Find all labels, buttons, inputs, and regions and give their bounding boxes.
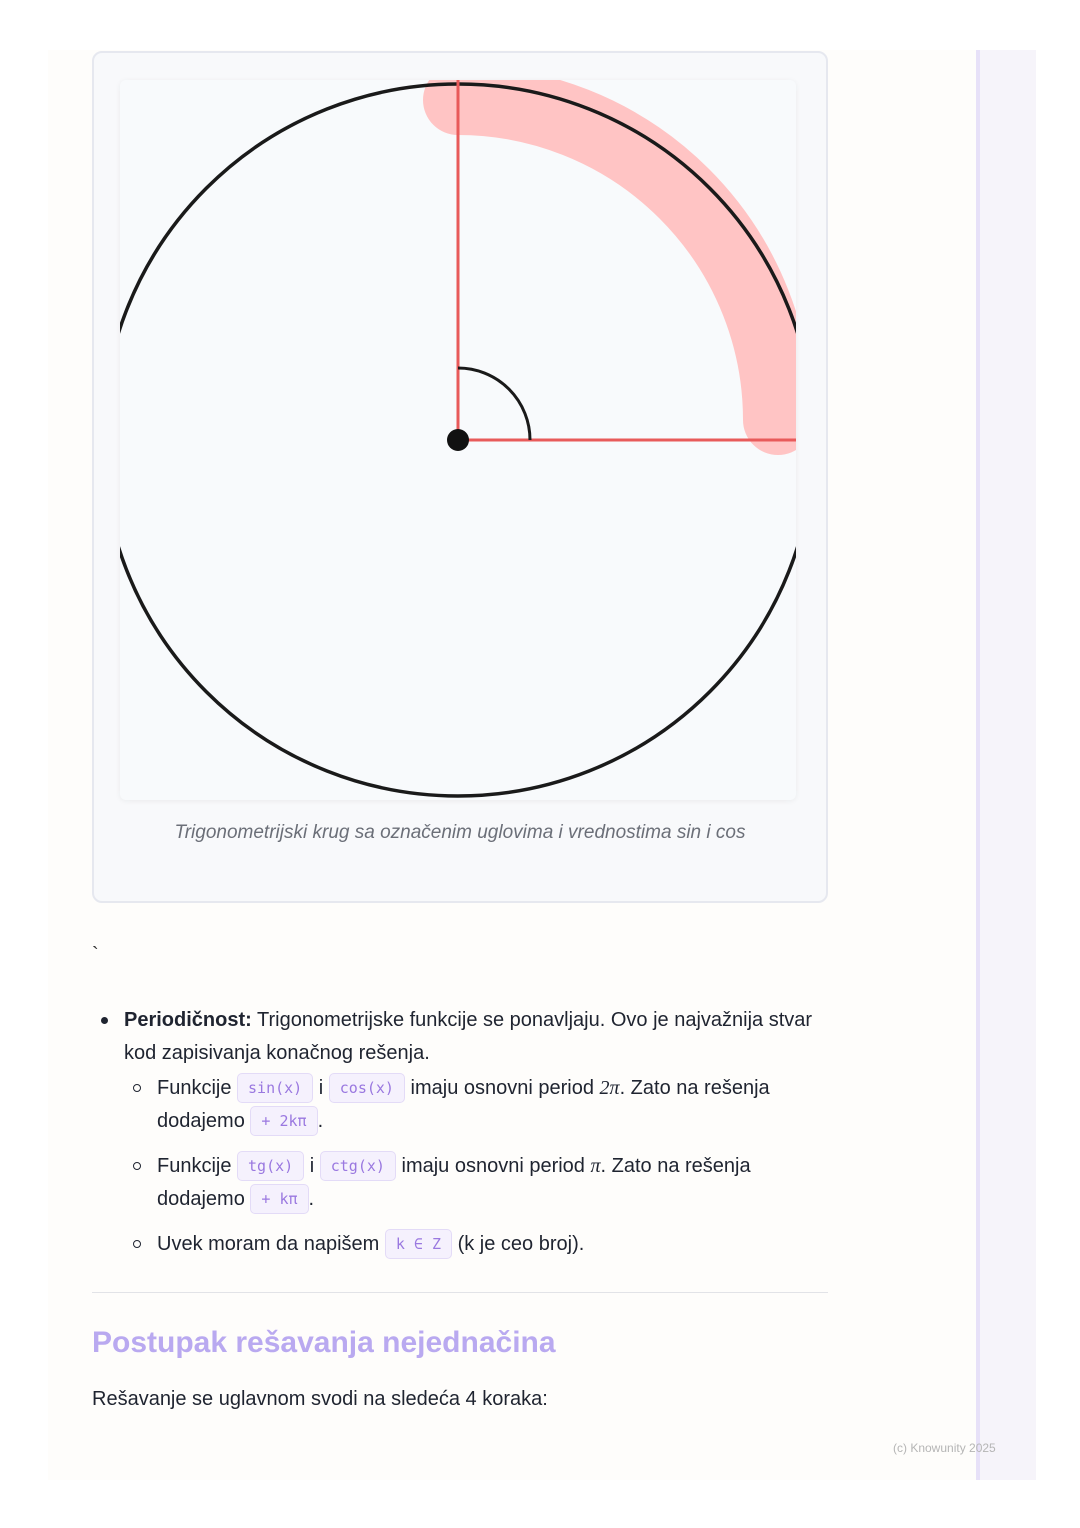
sub-item-text: Funkcije	[157, 1155, 238, 1177]
period-value: π	[590, 1155, 601, 1177]
period-value: 2π	[599, 1077, 620, 1099]
sub-item-text: imaju osnovni period	[395, 1155, 591, 1177]
angle-arc	[458, 368, 530, 440]
right-sidebar	[976, 50, 1036, 1480]
code-k-in-z: k ∈ Z	[385, 1229, 452, 1259]
sub-item-text: Funkcije	[157, 1077, 238, 1099]
sub-item-text: .	[317, 1110, 324, 1132]
copyright-text: (c) Knowunity 2025	[893, 1441, 996, 1455]
code-sin: sin(x)	[237, 1073, 313, 1103]
section-paragraph: Rešavanje se uglavnom svodi na sledeća 4 koraka:	[92, 1388, 548, 1410]
sub-item-tg-ctg	[92, 1150, 832, 1216]
sub-item-k-integer	[92, 1228, 832, 1261]
list-item-periodicity	[92, 1004, 832, 1070]
unit-circle-svg	[120, 80, 796, 800]
periodicity-title: Periodičnost:	[124, 1009, 252, 1031]
stray-backtick: `	[92, 944, 99, 966]
sub-item-text: Uvek moram da napišem	[157, 1233, 385, 1255]
sub-item-text: i	[304, 1155, 320, 1177]
periodicity-text: Trigonometrijske funkcije se ponavljaju. Ovo je najvažnija stvar kod zapisivanja konačnog rešenja.	[124, 1009, 813, 1064]
code-cos: cos(x)	[329, 1073, 405, 1103]
highlighted-arc	[458, 100, 778, 420]
sub-item-text: . Zato na rešenja dodajemo	[157, 1155, 751, 1210]
code-tg: tg(x)	[237, 1151, 304, 1181]
sub-item-sin-cos	[92, 1072, 832, 1138]
code-add-kpi: + kπ	[250, 1184, 308, 1214]
sub-item-text: (k je ceo broj).	[452, 1233, 585, 1255]
code-add-2kpi: + 2kπ	[250, 1106, 317, 1136]
code-ctg: ctg(x)	[320, 1151, 396, 1181]
sub-item-text: i	[313, 1077, 329, 1099]
sub-item-text: .	[308, 1188, 315, 1210]
sub-item-text: imaju osnovni period	[404, 1077, 600, 1099]
center-point	[447, 429, 469, 451]
figure-caption: Trigonometrijski krug sa označenim uglovima i vrednostima sin i cos	[174, 822, 746, 843]
bullet-list	[92, 1004, 832, 1261]
section-divider	[92, 1292, 828, 1293]
unit-circle-figure	[120, 80, 796, 800]
section-heading: Postupak rešavanja nejednačina	[92, 1326, 556, 1359]
sub-item-text: . Zato na rešenja dodajemo	[157, 1077, 770, 1132]
